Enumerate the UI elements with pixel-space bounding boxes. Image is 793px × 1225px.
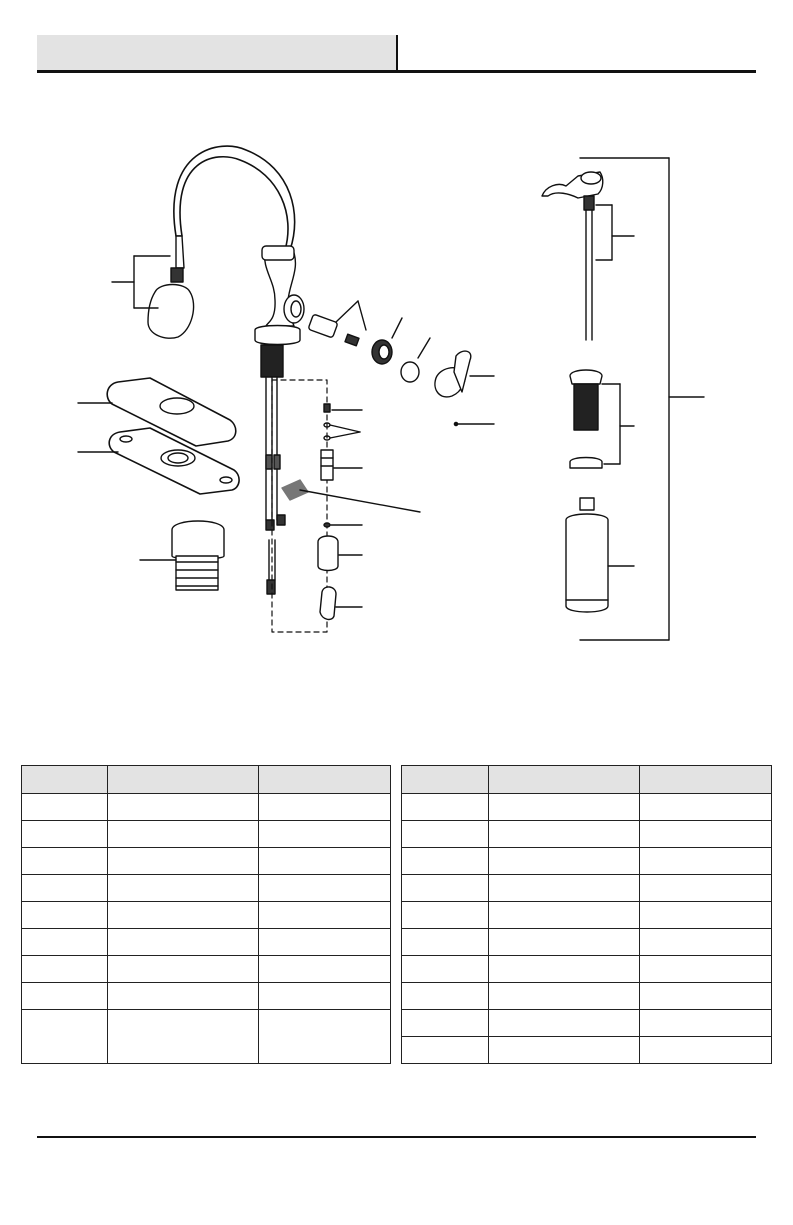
table-cell	[108, 1010, 259, 1064]
table-cell	[259, 875, 391, 902]
table-cell	[402, 1010, 489, 1037]
table-cell	[489, 983, 640, 1010]
table-cell	[640, 1037, 772, 1064]
table-cell	[640, 794, 772, 821]
table-cell	[22, 848, 108, 875]
table-row	[402, 1010, 772, 1037]
table-cell	[489, 848, 640, 875]
column-header	[108, 766, 259, 794]
table-cell	[108, 821, 259, 848]
table-cell	[22, 1010, 108, 1064]
column-header	[489, 766, 640, 794]
table-row	[22, 1010, 391, 1064]
soap-dispenser-drawing	[542, 158, 704, 640]
table-header-row	[402, 766, 772, 794]
table-cell	[259, 794, 391, 821]
table-cell	[22, 929, 108, 956]
table-cell	[22, 821, 108, 848]
table-row	[22, 794, 391, 821]
table-cell	[259, 902, 391, 929]
table-row	[22, 821, 391, 848]
column-header	[402, 766, 489, 794]
table-cell	[640, 956, 772, 983]
hose-parts-drawing	[272, 380, 420, 632]
table-cell	[259, 929, 391, 956]
table-cell	[402, 821, 489, 848]
table-cell	[489, 1010, 640, 1037]
table-cell	[22, 875, 108, 902]
cartridge-handle-drawing	[308, 301, 494, 426]
table-row	[22, 848, 391, 875]
table-cell	[402, 848, 489, 875]
table-cell	[489, 1037, 640, 1064]
table-cell	[640, 983, 772, 1010]
table-cell	[489, 875, 640, 902]
table-cell	[259, 983, 391, 1010]
table-row	[22, 902, 391, 929]
table-cell	[640, 902, 772, 929]
spray-head-drawing	[112, 236, 194, 338]
table-cell	[640, 821, 772, 848]
column-header	[640, 766, 772, 794]
table-row	[22, 983, 391, 1010]
table-cell	[640, 929, 772, 956]
table-cell	[259, 1010, 391, 1064]
table-cell	[22, 956, 108, 983]
table-cell	[108, 902, 259, 929]
column-header	[259, 766, 391, 794]
table-cell	[489, 956, 640, 983]
table-row	[22, 956, 391, 983]
table-cell	[108, 983, 259, 1010]
table-cell	[259, 848, 391, 875]
table-cell	[108, 956, 259, 983]
table-cell	[489, 794, 640, 821]
table-row	[402, 821, 772, 848]
table-header-row	[22, 766, 391, 794]
table-row	[402, 902, 772, 929]
table-row	[402, 848, 772, 875]
table-row	[402, 929, 772, 956]
table-cell	[259, 821, 391, 848]
table-cell	[402, 983, 489, 1010]
table-row	[402, 875, 772, 902]
table-cell	[22, 983, 108, 1010]
table-cell	[489, 902, 640, 929]
table-cell	[108, 848, 259, 875]
table-row	[402, 983, 772, 1010]
table-cell	[640, 875, 772, 902]
mounting-nut-drawing	[140, 521, 224, 590]
table-cell	[402, 929, 489, 956]
table-cell	[489, 929, 640, 956]
parts-table-right	[401, 765, 772, 1064]
table-cell	[22, 902, 108, 929]
table-cell	[489, 821, 640, 848]
table-cell	[259, 956, 391, 983]
column-header	[22, 766, 108, 794]
table-row	[22, 875, 391, 902]
table-row	[22, 929, 391, 956]
table-cell	[640, 848, 772, 875]
table-cell	[402, 875, 489, 902]
table-cell	[22, 794, 108, 821]
table-row	[402, 956, 772, 983]
table-cell	[108, 875, 259, 902]
table-cell	[402, 1037, 489, 1064]
table-cell	[108, 929, 259, 956]
table-row	[402, 1037, 772, 1064]
table-cell	[108, 794, 259, 821]
table-cell	[640, 1010, 772, 1037]
table-cell	[402, 794, 489, 821]
parts-table-left	[21, 765, 391, 1064]
table-cell	[402, 956, 489, 983]
table-row	[402, 794, 772, 821]
table-cell	[402, 902, 489, 929]
footer-rule	[37, 1136, 756, 1138]
